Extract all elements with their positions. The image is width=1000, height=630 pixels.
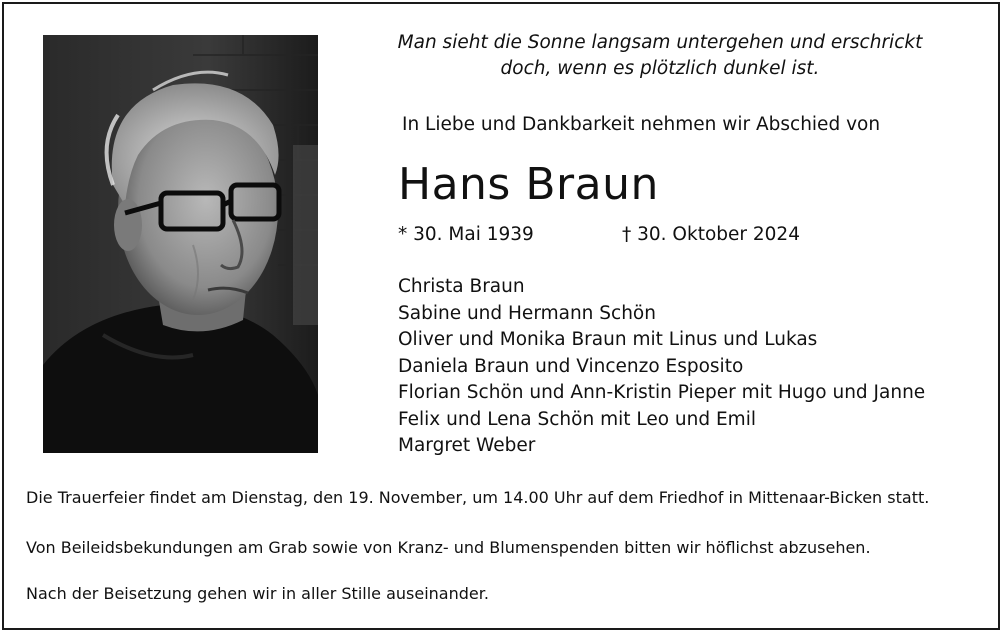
deceased-name: Hans Braun bbox=[398, 159, 659, 210]
mourner-item: Christa Braun bbox=[398, 276, 525, 297]
mourner-item: Oliver und Monika Braun mit Linus und Lukas bbox=[398, 329, 818, 350]
quote-line-2: doch, wenn es plötzlich dunkel ist. bbox=[500, 58, 820, 79]
portrait-photo bbox=[43, 35, 318, 453]
memorial-quote bbox=[380, 30, 940, 82]
intro-text: In Liebe und Dankbarkeit nehmen wir Abschied von bbox=[402, 114, 881, 135]
mourner-item: Daniela Braun und Vincenzo Esposito bbox=[398, 355, 744, 377]
burial-notice: Nach der Beisetzung gehen wir in aller Stille auseinander. bbox=[26, 584, 489, 603]
birth-date: * 30. Mai 1939 bbox=[398, 224, 534, 245]
mourner-item: Florian Schön und Ann-Kristin Pieper mit Hugo und Janne bbox=[398, 382, 926, 403]
mourner-item: Felix und Lena Schön mit Leo und Emil bbox=[398, 408, 756, 430]
mourner-item: Sabine und Hermann Schön bbox=[398, 302, 656, 324]
condolences-notice: Von Beileidsbekundungen am Grab sowie von Kranz- und Blumenspenden bitten wir höflichst abzusehen. bbox=[26, 538, 871, 557]
funeral-notice: Die Trauerfeier findet am Dienstag, den 19. November, um 14.00 Uhr auf dem Friedhof in Mittenaar-Bicken statt. bbox=[26, 488, 930, 507]
portrait-photo-icon bbox=[43, 35, 318, 453]
mourner-item: Margret Weber bbox=[398, 435, 536, 456]
mourners-list bbox=[398, 274, 925, 460]
death-date: † 30. Oktober 2024 bbox=[622, 224, 800, 245]
quote-line-1: Man sieht die Sonne langsam untergehen und erschrickt bbox=[397, 32, 923, 53]
